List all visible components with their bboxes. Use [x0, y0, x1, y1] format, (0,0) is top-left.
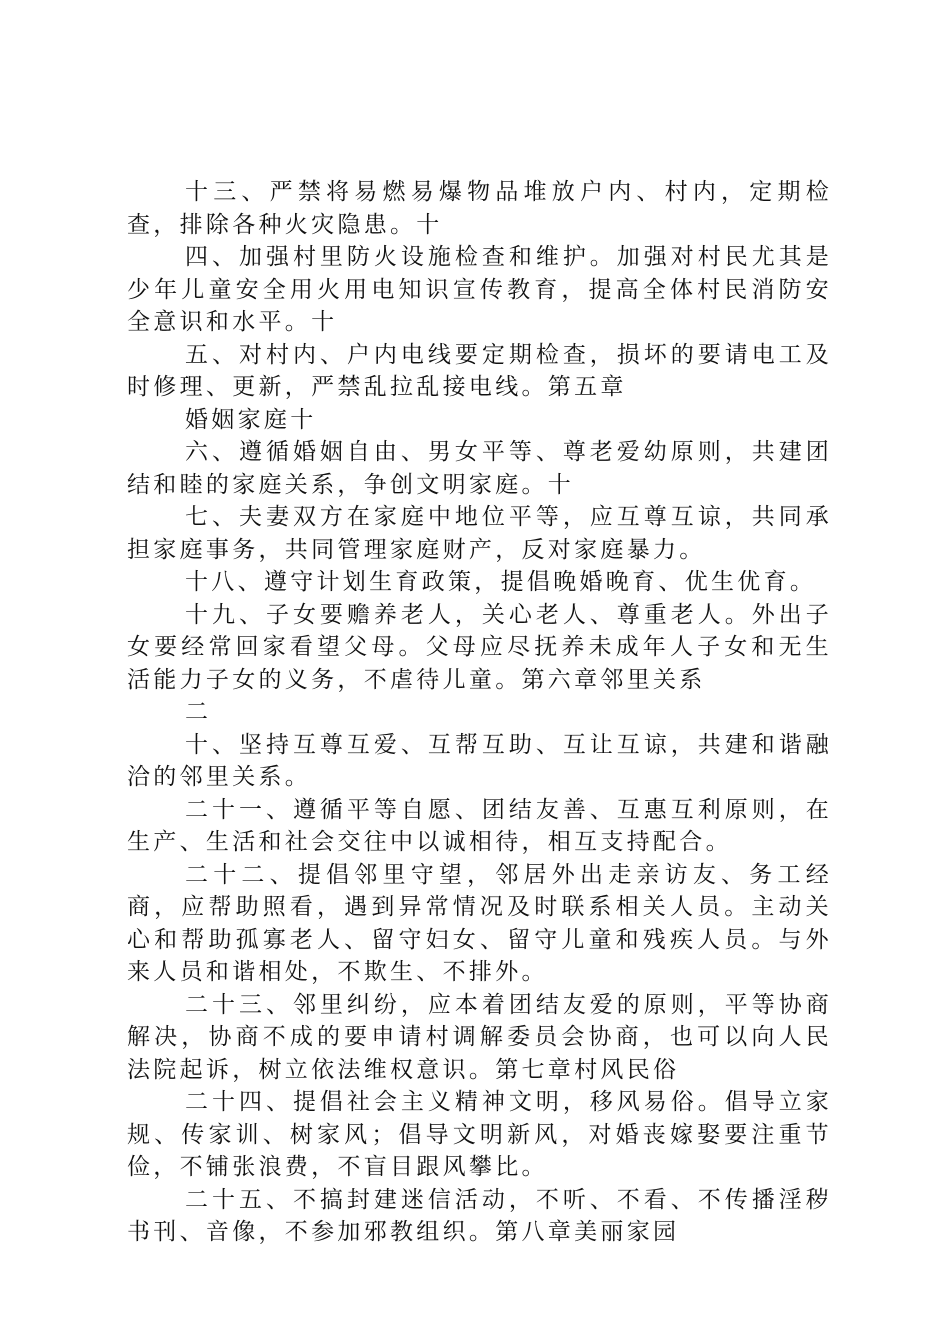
paragraph-20-prefix: 二: [185, 699, 212, 725]
paragraph-15: 五、对村内、户内电线要定期检查，损坏的要请电工及时修理、更新，严禁乱拉乱接电线。第五章: [127, 341, 832, 400]
paragraph-22: 二十二、提倡邻里守望，邻居外出走亲访友、务工经商，应帮助照看，遇到异常情况及时联系相关人员。主动关心和帮助孤寡老人、留守妇女、留守儿童和残疾人员。与外来人员和谐相处，不欺生、不排外。: [127, 861, 832, 985]
paragraph-16: 六、遵循婚姻自由、男女平等、尊老爱幼原则，共建团结和睦的家庭关系，争创文明家庭。十: [127, 439, 832, 498]
paragraph-23: 二十三、邻里纠纷，应本着团结友爱的原则，平等协商解决，协商不成的要申请村调解委员会协商，也可以向人民法院起诉，树立依法维权意识。第七章村风民俗: [127, 991, 832, 1083]
chapter-heading-marriage-family: 婚姻家庭十: [185, 406, 317, 433]
document-body: [127, 176, 832, 1249]
paragraph-24: 二十四、提倡社会主义精神文明，移风易俗。倡导立家规、传家训、树家风；倡导文明新风，对婚丧嫁娶要注重节俭，不铺张浪费，不盲目跟风攀比。: [127, 1089, 832, 1180]
paragraph-21: 二十一、遵循平等自愿、团结友善、互惠互利原则，在生产、生活和社会交往中以诚相待，相互支持配合。: [127, 796, 832, 855]
paragraph-25: 二十五、不搞封建迷信活动，不听、不看、不传播淫秽书刊、音像，不参加邪教组织。第八章美丽家园: [127, 1186, 832, 1245]
paragraph-17: 七、夫妻双方在家庭中地位平等，应互尊互谅，共同承担家庭事务，共同管理家庭财产，反对家庭暴力。: [127, 504, 832, 563]
paragraph-14: 四、加强村里防火设施检查和维护。加强对村民尤其是少年儿童安全用火用电知识宣传教育，提高全体村民消防安全意识和水平。十: [127, 244, 832, 335]
paragraph-19: 十九、子女要赡养老人，关心老人、尊重老人。外出子女要经常回家看望父母。父母应尽抚养未成年人子女和无生活能力子女的义务，不虐待儿童。第六章邻里关系: [127, 601, 832, 693]
paragraph-20: 十、坚持互尊互爱、互帮互助、互让互谅，共建和谐融洽的邻里关系。: [127, 731, 832, 790]
paragraph-13: 十三、严禁将易燃易爆物品堆放户内、村内，定期检查，排除各种火灾隐患。十: [127, 179, 832, 238]
paragraph-18: 十八、遵守计划生育政策，提倡晚婚晚育、优生优育。: [185, 569, 817, 595]
